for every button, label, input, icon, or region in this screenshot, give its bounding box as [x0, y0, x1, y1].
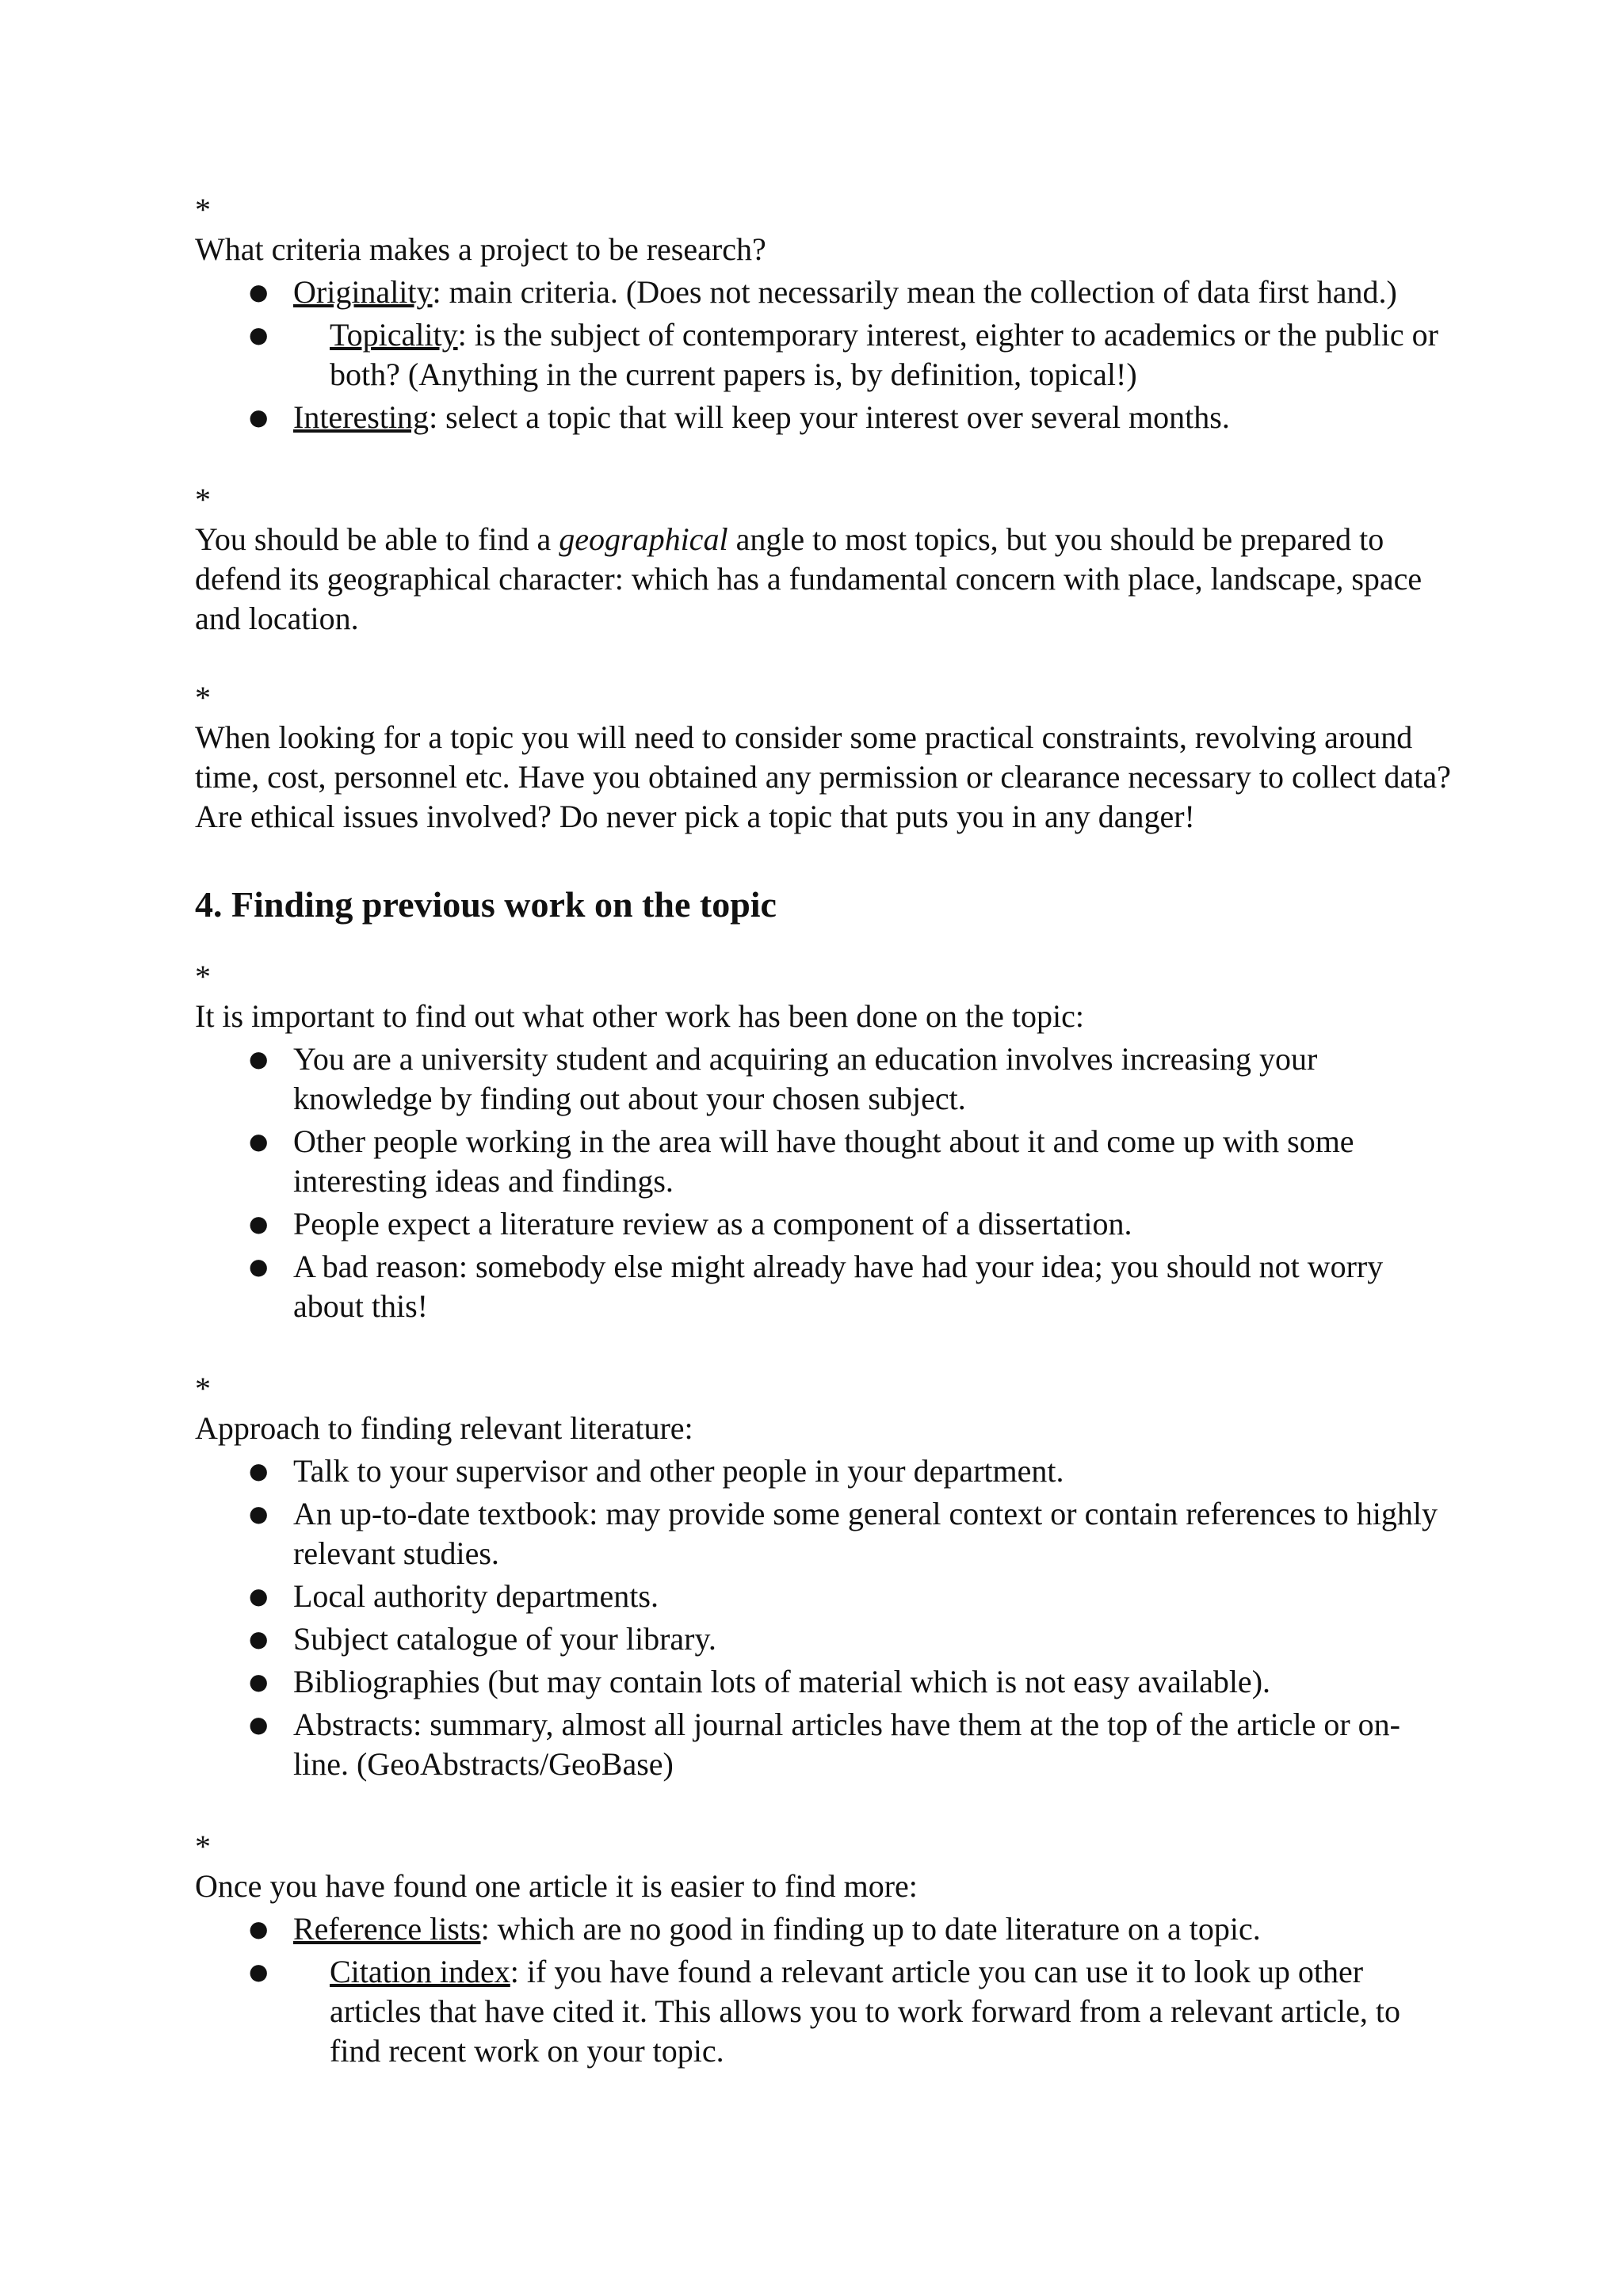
- list-item-text: : select a topic that will keep your interest over several months.: [429, 399, 1230, 435]
- list-item: [195, 1705, 1455, 1784]
- term-topicality: Topicality: [330, 317, 458, 353]
- list-item-text: Local authority departments.: [293, 1578, 659, 1614]
- bullet-icon: ●: [249, 1501, 269, 1527]
- term-reference-lists: Reference lists: [293, 1911, 481, 1947]
- list-item: [195, 1662, 1455, 1702]
- section-marker: *: [195, 680, 211, 715]
- list-item: [195, 1122, 1455, 1201]
- bullet-icon: ●: [249, 1958, 269, 1985]
- bullet-icon: ●: [249, 1916, 269, 1942]
- previous-work-list: [195, 1039, 1455, 1326]
- literature-approach-list: [195, 1451, 1455, 1784]
- list-item: [195, 1952, 1455, 2071]
- bullet-icon: ●: [249, 1128, 269, 1154]
- paragraph-text: You should be able to find a: [195, 521, 559, 557]
- bullet-icon: ●: [249, 1669, 269, 1695]
- geographical-angle-paragraph: [195, 520, 1455, 639]
- list-item: [195, 398, 1455, 437]
- practical-constraints-paragraph: When looking for a topic you will need to consider some practical constraints, revolving around time, cost, personnel etc. Have you obtained any permission or clearance necessary to collect data? Are ethical issues involved? Do never pick a topic that puts you in any danger!: [195, 719, 1451, 834]
- list-item: [195, 1577, 1455, 1616]
- paragraph-text: angle to most topics, but you should be prepared to defend its geographical character: which has a fundamental concern with place, landscape, space and location.: [195, 521, 1423, 636]
- bullet-icon: ●: [249, 1583, 269, 1609]
- bullet-icon: ●: [249, 279, 269, 305]
- term-citation-index: Citation index: [330, 1954, 510, 1989]
- list-item-text: Subject catalogue of your library.: [293, 1621, 716, 1657]
- section-marker: *: [195, 482, 211, 517]
- bullet-icon: ●: [249, 1711, 269, 1737]
- section-marker: *: [195, 1829, 211, 1864]
- list-item-text: : if you have found a relevant article you can use it to look up other articles that have cited it. This allows you to work forward from a relevant article, to find recent work on your topic.: [330, 1954, 1401, 2069]
- bullet-icon: ●: [249, 404, 269, 430]
- section-heading: 4. Finding previous work on the topic: [195, 884, 777, 925]
- bullet-icon: ●: [249, 322, 269, 348]
- list-item-text: People expect a literature review as a component of a dissertation.: [293, 1206, 1132, 1241]
- term-interesting: Interesting: [293, 399, 430, 435]
- previous-work-intro: It is important to find out what other work has been done on the topic:: [195, 998, 1084, 1034]
- list-item: [195, 1494, 1455, 1573]
- list-item-text: Other people working in the area will have thought about it and come up with some interesting ideas and findings.: [293, 1123, 1354, 1199]
- list-item: [195, 1039, 1455, 1119]
- list-item-text: : which are no good in finding up to date literature on a topic.: [480, 1911, 1261, 1947]
- find-more-list: [195, 1909, 1455, 2071]
- bullet-icon: ●: [249, 1458, 269, 1484]
- section-marker: *: [195, 192, 211, 227]
- bullet-icon: ●: [249, 1253, 269, 1280]
- list-item-text: : is the subject of contemporary interest, eighter to academics or the public or both? (Anything in the current papers is, by definition, topical!): [330, 317, 1438, 392]
- emphasis-text: geographical: [559, 521, 728, 557]
- research-criteria-intro: What criteria makes a project to be research?: [195, 231, 766, 267]
- list-item-text: Bibliographies (but may contain lots of material which is not easy available).: [293, 1664, 1271, 1699]
- list-item: [195, 1204, 1455, 1244]
- list-item: [195, 1247, 1455, 1326]
- section-marker: *: [195, 959, 211, 994]
- find-more-intro: Once you have found one article it is easier to find more:: [195, 1868, 918, 1904]
- list-item-text: Abstracts: summary, almost all journal articles have them at the top of the article or on-line. (GeoAbstracts/GeoBase): [293, 1707, 1400, 1782]
- term-originality: Originality: [293, 274, 433, 310]
- list-item-text: You are a university student and acquiring an education involves increasing your knowledge by finding out about your chosen subject.: [293, 1041, 1318, 1116]
- list-item-text: : main criteria. (Does not necessarily mean the collection of data first hand.): [432, 274, 1397, 310]
- list-item: [195, 1909, 1455, 1949]
- bullet-icon: ●: [249, 1626, 269, 1652]
- research-criteria-list: [195, 273, 1455, 437]
- list-item: [195, 1451, 1455, 1491]
- section-marker: *: [195, 1371, 211, 1406]
- list-item: [195, 1619, 1455, 1659]
- list-item-text: A bad reason: somebody else might already have had your idea; you should not worry about this!: [293, 1249, 1384, 1324]
- list-item: [195, 315, 1455, 395]
- bullet-icon: ●: [249, 1211, 269, 1237]
- bullet-icon: ●: [249, 1046, 269, 1072]
- list-item-text: Talk to your supervisor and other people in your department.: [293, 1453, 1064, 1489]
- list-item: [195, 273, 1455, 312]
- document-page: [195, 190, 1455, 2074]
- list-item-text: An up-to-date textbook: may provide some general context or contain references to highly relevant studies.: [293, 1496, 1438, 1571]
- literature-approach-intro: Approach to finding relevant literature:: [195, 1410, 693, 1446]
